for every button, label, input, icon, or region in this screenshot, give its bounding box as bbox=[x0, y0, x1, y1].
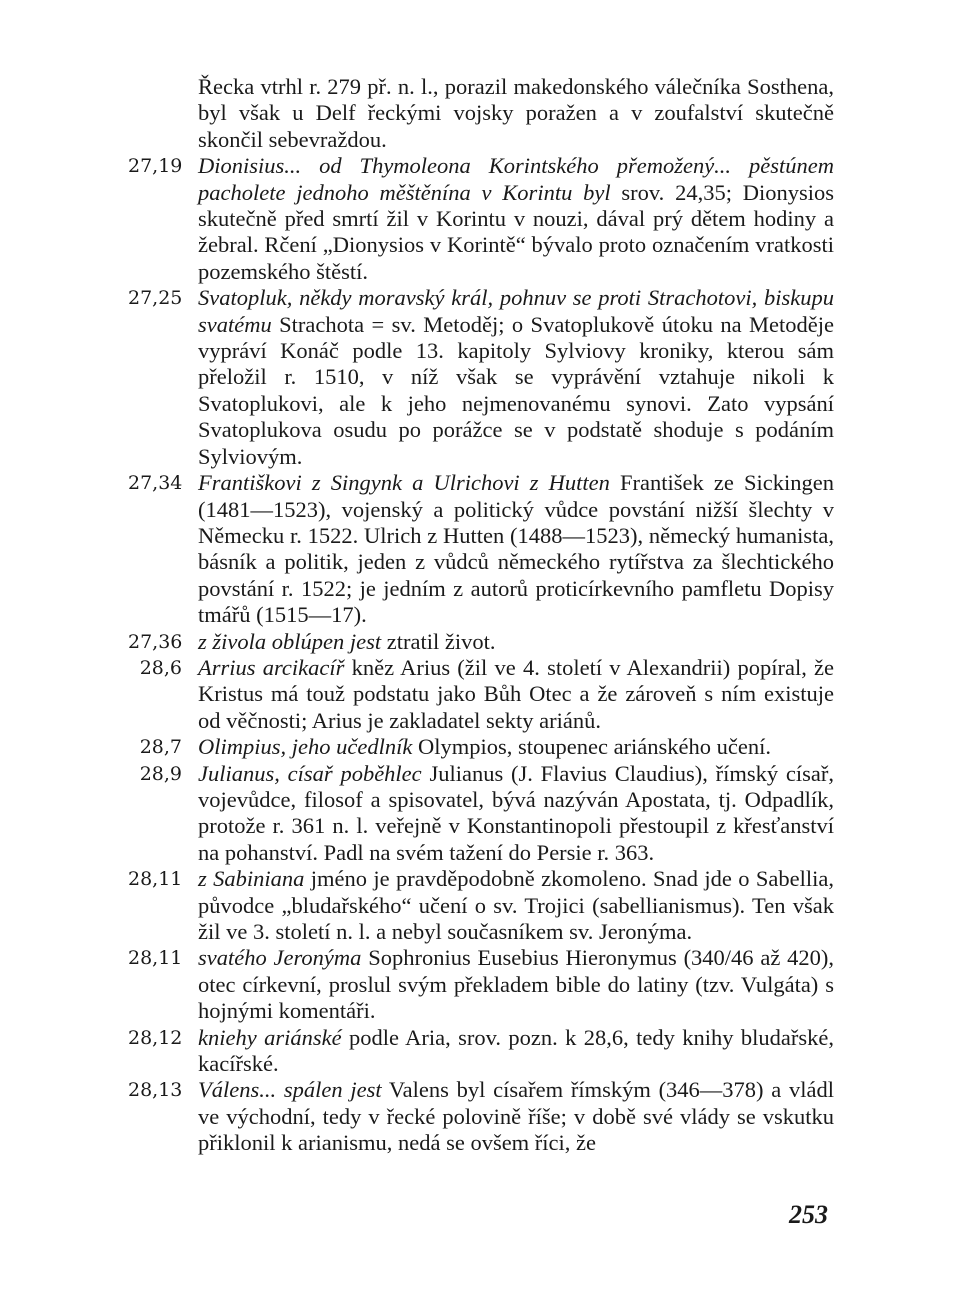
note-entry bbox=[128, 945, 834, 1024]
note-text: podle Aria, srov. pozn. k 28,6, tedy knihy bludařské, kacířské. bbox=[198, 1024, 835, 1077]
note-lemma: Olimpius, jeho učedlník bbox=[198, 734, 413, 760]
note-lemma: svatého Jeronýma bbox=[198, 945, 362, 971]
note-entry bbox=[128, 285, 834, 470]
note-lemma: z Sabiniana bbox=[198, 866, 305, 892]
note-reference: 27,36 bbox=[128, 630, 183, 653]
note-entry bbox=[128, 1077, 834, 1156]
note-text: ztratil život. bbox=[386, 628, 496, 654]
note-entry bbox=[128, 74, 834, 153]
note-text: Řecka vtrhl r. 279 př. n. l., porazil makedonského válečníka Sosthena, byl však u Delf řeckými vojsky poražen a v zoufalství skutečně skončil sebevraždou. bbox=[198, 74, 834, 152]
note-lemma: Válens... spálen jest bbox=[198, 1077, 382, 1103]
note-reference: 28,13 bbox=[128, 1079, 183, 1102]
note-reference: 28,7 bbox=[139, 736, 182, 759]
note-entry bbox=[128, 761, 834, 867]
note-reference: 28,12 bbox=[128, 1026, 183, 1049]
page-number: 253 bbox=[789, 1200, 828, 1229]
note-lemma: Františkovi z Singynk a Ulrichovi z Hutten bbox=[198, 470, 610, 496]
note-reference: 28,11 bbox=[128, 868, 183, 891]
note-entry bbox=[128, 629, 834, 655]
note-reference: 28,6 bbox=[139, 656, 182, 679]
note-lemma: Dionisius... od Thymoleona Korintského přemožený... pěstúnem pacholete jednoho měštěnína v Korintu byl bbox=[198, 153, 834, 205]
note-reference: 28,9 bbox=[139, 762, 182, 785]
notes-list bbox=[128, 74, 834, 1157]
note-text: Sophronius Eusebius Hieronymus (340/46 až 420), otec církevní, proslul svým překladem bible do latiny (tzv. Vulgáta) s hojnými komentáři. bbox=[198, 945, 834, 1024]
note-entry bbox=[128, 153, 834, 285]
note-entry bbox=[128, 1025, 834, 1078]
note-text: kněz Arius (žil ve 4. století v Alexandrii) popíral, že Kristus má touž podstatu jako Bůh Otec a že zároveň s ním existuje od věčnosti; Arius je zakladatel sekty ariánů. bbox=[198, 654, 835, 733]
note-entry bbox=[128, 734, 834, 760]
note-lemma: kniehy ariánské bbox=[198, 1024, 342, 1050]
note-lemma: Julianus, císař poběhlec bbox=[198, 760, 422, 786]
note-reference: 27,34 bbox=[128, 472, 183, 495]
note-reference: 28,11 bbox=[128, 947, 183, 970]
note-text: srov. 24,35; Dionysios skutečně před smrtí žil v Korintu v nouzi, dával prý dětem hodiny a žebral. Rčení „Dionysios v Korintě“ bývalo proto označením vratkosti pozemského štěstí. bbox=[198, 179, 835, 284]
note-text: Valens byl císařem římským (346—378) a vládl ve východní, tedy v řecké polovině říše; v době své vlády se vskutku přiklonil k arianismu, nedá se ovšem říci, že bbox=[198, 1077, 834, 1156]
note-text: Strachota = sv. Metoděj; o Svatoplukově útoku na Metoděje vypráví Konáč podle 13. kapitoly Sylviovy kroniky, kterou sám přeložil r. 1510, v níž však se vyprávění vztahuje nikoli k Svatoplukovi, ale k jeho nejmenovanému synovi. Zato vypsání Svatoplukova osudu po porážce se v podstatě shoduje s podáním Sylviovým. bbox=[198, 311, 834, 469]
note-lemma: Svatopluk, někdy moravský král, pohnuv se proti Strachotovi, biskupu svatému bbox=[198, 285, 834, 337]
note-text: Olympios, stoupenec ariánského učení. bbox=[417, 734, 772, 760]
note-reference: 27,25 bbox=[128, 287, 183, 310]
note-text: Julianus (J. Flavius Claudius), římský císař, vojevůdce, filosof a spisovatel, bývá nazýván Apostata, tj. Odpadlík, protože r. 361 n. l. veřejně v Konstantinopoli přestoupil z křesťanství na pohanství. Padl na svém tažení do Persie r. 363. bbox=[198, 760, 834, 865]
note-entry bbox=[128, 470, 834, 628]
note-lemma: z živola oblúpen jest bbox=[198, 628, 382, 654]
note-entry bbox=[128, 655, 834, 734]
note-reference: 27,19 bbox=[128, 155, 183, 178]
note-text: František ze Sickingen (1481—1523), vojenský a politický vůdce povstání nižší šlechty v Německu r. 1522. Ulrich z Hutten (1488—1523), německý humanista, básník a politik, jeden z vůdců německého rytířstva za šlechtického povstání r. 1522; je jedním z autorů proticírkevního pamfletu Dopisy tmářů (1515—17). bbox=[198, 470, 834, 628]
note-text: jméno je pravděpodobně zkomoleno. Snad jde o Sabellia, původce „bludařského“ učení o sv. Trojici (sabellianismus). Ten však žil ve 3. století n. l. a nebyl současníkem sv. Jeronýma. bbox=[198, 866, 834, 944]
note-entry bbox=[128, 866, 834, 945]
note-lemma: Arrius arcikacíř bbox=[198, 654, 345, 680]
